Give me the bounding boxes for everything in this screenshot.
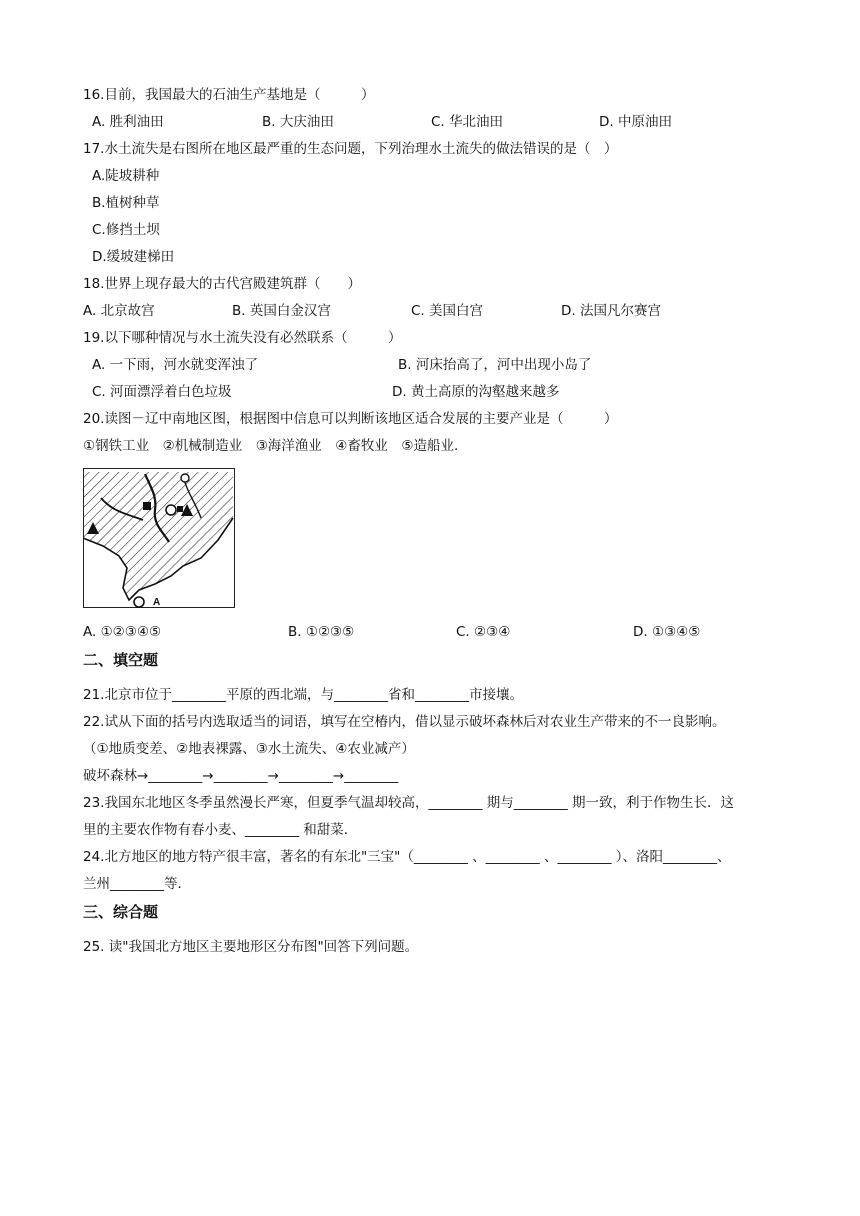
q18-option-d: D. 法国凡尔赛宫: [561, 303, 661, 319]
q25: 25. 读"我国北方地区主要地形区分布图"回答下列问题。: [83, 939, 419, 955]
q17-option-d: D.缓坡建梯田: [92, 249, 175, 265]
q19-option-c: C. 河面漂浮着白色垃圾: [92, 384, 232, 400]
city-marker: [181, 474, 189, 482]
q24-line2: 兰州________等．: [83, 876, 191, 892]
q17-stem: 17.水土流失是右图所在地区最严重的生态问题，下列治理水土流失的做法错误的是（ ）: [83, 141, 618, 157]
q20-option-a: A. ①②③④⑤: [83, 624, 162, 640]
q18-option-b: B. 英国白金汉宫: [232, 303, 331, 319]
q20-option-b: B. ①②③⑤: [288, 624, 355, 640]
q18-stem: 18.世界上现存最大的古代宫殿建筑群（ ）: [83, 276, 361, 292]
liaozhongnan-map: [83, 468, 235, 608]
q16-option-c: C. 华北油田: [431, 114, 504, 130]
section-3-heading: 三、综合题: [83, 903, 159, 921]
city-marker: [134, 597, 144, 607]
q17-option-b: B.植树种草: [92, 195, 160, 211]
q18-option-c: C. 美国白宫: [411, 303, 484, 319]
q22-stem: 22.试从下面的括号内选取适当的词语，填写在空椿内，借以显示破坏森林后对农业生产带来的不一良影响。: [83, 714, 726, 730]
q19-option-b: B. 河床抬高了，河中出现小岛了: [398, 357, 592, 373]
city-marker: [166, 505, 176, 515]
q23-line1: 23.我国东北地区冬季虽然漫长严寒，但夏季气温却较高，________ 期与________ 期一致，利于作物生长．这: [83, 795, 735, 811]
q20-items: ①钢铁工业 ②机械制造业 ③海洋渔业 ④畜牧业 ⑤造船业.: [83, 438, 459, 454]
q21: 21.北京市位于________平原的西北端，与________省和________市接壤。: [83, 687, 523, 703]
q19-stem: 19.以下哪种情况与水土流失没有必然联系（ ）: [83, 330, 402, 346]
q22-choices: （①地质变差、②地表裸露、③水土流失、④农业减产）: [83, 741, 415, 757]
q19-option-a: A. 一下雨，河水就变浑浊了: [92, 357, 259, 373]
q23-line2: 里的主要农作物有春小麦、________ 和甜菜．: [83, 822, 358, 838]
map-label-a: A: [153, 597, 161, 608]
q17-option-c: C.修挡土坝: [92, 222, 160, 238]
q17-option-a: A.陡坡耕种: [92, 168, 160, 184]
q19-option-d: D. 黄土高原的沟壑越来越多: [392, 384, 560, 400]
q20-option-c: C. ②③④: [456, 624, 511, 640]
q22-chain: 破坏森林→________→________→________→________: [83, 768, 399, 784]
q24-line1: 24.北方地区的地方特产很丰富，著名的有东北"三宝"（________ 、________ 、________ ）、洛阳________、: [83, 849, 731, 865]
q18-option-a: A. 北京故宫: [83, 303, 155, 319]
q20-option-d: D. ①③④⑤: [633, 624, 701, 640]
q16-stem: 16.目前，我国最大的石油生产基地是（ ）: [83, 87, 375, 103]
q20-stem: 20.读图－辽中南地区图，根据图中信息可以判断该地区适合发展的主要产业是（ ）: [83, 411, 618, 427]
section-2-heading: 二、填空题: [83, 651, 159, 669]
industry-marker: [177, 506, 183, 512]
q16-option-b: B. 大庆油田: [262, 114, 334, 130]
q16-option-d: D. 中原油田: [599, 114, 672, 130]
industry-marker: [143, 502, 151, 510]
q16-option-a: A. 胜利油田: [92, 114, 164, 130]
